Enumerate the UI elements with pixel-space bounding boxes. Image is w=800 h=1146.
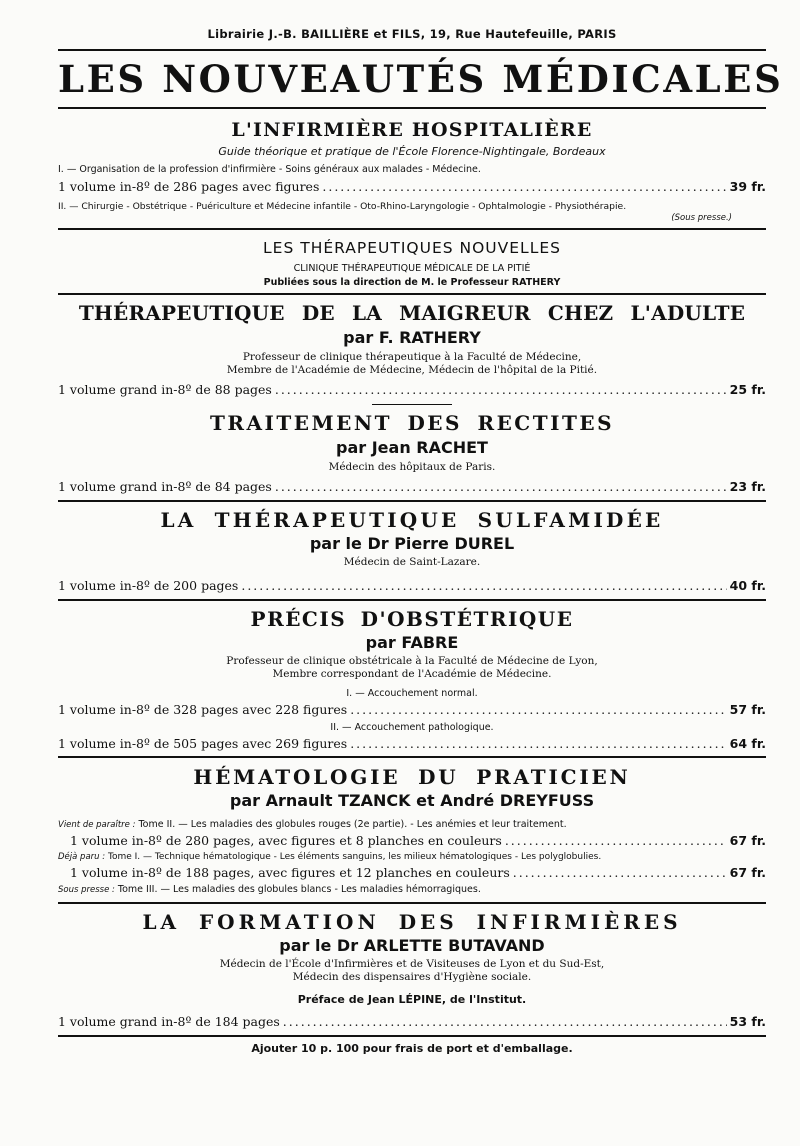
leader-dots xyxy=(350,702,726,717)
book-subtitle: Guide théorique et pratique de l'École Florence-Nightingale, Bordeaux xyxy=(218,145,606,158)
book-author: par F. RATHERY xyxy=(343,328,481,347)
publisher-line: Librairie J.-B. BAILLIÈRE et FILS, 19, Rue Hautefeuille, PARIS xyxy=(207,27,617,41)
author-credentials: Membre de l'Académie de Médecine, Médecin de l'hôpital de la Pitié. xyxy=(226,364,598,376)
leader-dots xyxy=(513,865,727,880)
series-line: CLINIQUE THÉRAPEUTIQUE MÉDICALE DE LA PITIÉ xyxy=(293,263,531,274)
press-note: (Sous presse.) xyxy=(671,213,732,223)
book-hematologie-praticien xyxy=(58,765,766,895)
leader-dots xyxy=(283,1014,727,1029)
book-precis-obstetrique xyxy=(58,607,766,751)
leader-dots xyxy=(275,479,727,494)
book-therapeutique-maigreur xyxy=(58,301,766,397)
volume-desc: 1 volume grand in-8º de 88 pages xyxy=(58,382,272,397)
tome-tag: Vient de paraître : xyxy=(58,820,136,830)
part-title: I. — Accouchement normal. xyxy=(346,688,478,699)
leader-dots xyxy=(275,382,727,397)
price: 40 fr. xyxy=(729,578,766,593)
book-therapeutique-sulfamidee xyxy=(58,508,766,593)
preface: Préface de Jean LÉPINE, de l'Institut. xyxy=(297,993,527,1006)
author-credentials: Membre correspondant de l'Académie de Médecine. xyxy=(272,668,552,680)
volume-desc: 1 volume in-8º de 200 pages xyxy=(58,578,239,593)
part-title: I. — Organisation de la profession d'infirmière - Soins généraux aux malades - Médecine. xyxy=(58,164,481,175)
short-divider xyxy=(372,404,452,405)
tome-line xyxy=(58,852,766,862)
footer-note: Ajouter 10 p. 100 pour frais de port et d'emballage. xyxy=(251,1042,573,1055)
part-title: II. — Accouchement pathologique. xyxy=(330,722,494,733)
book-author: par FABRE xyxy=(365,633,459,652)
leader-dots xyxy=(505,833,727,848)
author-credentials: Professeur de clinique thérapeutique à la Faculté de Médecine, xyxy=(242,351,582,363)
volume-desc: 1 volume grand in-8º de 84 pages xyxy=(58,479,272,494)
author-credentials: Professeur de clinique obstétricale à la Faculté de Médecine de Lyon, xyxy=(226,655,598,667)
book-title: THÉRAPEUTIQUE DE LA MAIGREUR CHEZ L'ADULTE xyxy=(78,301,746,325)
price-line xyxy=(58,179,766,194)
leader-dots xyxy=(350,736,726,751)
series-header xyxy=(58,239,766,288)
leader-dots xyxy=(322,179,726,194)
series-direction: Publiées sous la direction de M. le Professeur RATHERY xyxy=(263,277,561,288)
catalog-page xyxy=(58,0,784,1055)
volume-desc: 1 volume in-8º de 505 pages avec 269 figures xyxy=(58,736,348,751)
price-line xyxy=(58,702,766,717)
tome-text: Tome II. — Les maladies des globules rouges (2e partie). - Les anémies et leur traitement. xyxy=(138,819,567,830)
price: 39 fr. xyxy=(729,179,766,194)
book-title: LA THÉRAPEUTIQUE SULFAMIDÉE xyxy=(160,508,664,532)
book-author: par Jean RACHET xyxy=(336,438,488,457)
book-title: L'INFIRMIÈRE HOSPITALIÈRE xyxy=(231,119,593,141)
price: 25 fr. xyxy=(729,382,766,397)
price: 53 fr. xyxy=(729,1014,766,1029)
price-line xyxy=(58,833,766,848)
volume-desc: 1 volume in-8º de 328 pages avec 228 figures xyxy=(58,702,348,717)
series-title: LES THÉRAPEUTIQUES NOUVELLES xyxy=(263,239,561,257)
author-credentials: Médecin de Saint-Lazare. xyxy=(343,556,481,568)
divider xyxy=(58,500,766,502)
book-formation-infirmieres xyxy=(58,910,766,1029)
book-title: TRAITEMENT DES RECTITES xyxy=(209,411,615,435)
price: 23 fr. xyxy=(729,479,766,494)
divider xyxy=(58,756,766,758)
price: 67 fr. xyxy=(729,833,766,848)
book-author: par le Dr Pierre DUREL xyxy=(309,534,515,553)
divider xyxy=(58,107,766,109)
tome-text: Tome III. — Les maladies des globules blancs - Les maladies hémorragiques. xyxy=(117,884,481,895)
tome-tag: Déjà paru : xyxy=(58,852,106,862)
price-line xyxy=(58,865,766,880)
tome-tag: Sous presse : xyxy=(58,885,115,895)
book-title: LA FORMATION DES INFIRMIÈRES xyxy=(142,910,682,934)
part-title: II. — Chirurgie - Obstétrique - Puériculture et Médecine infantile - Oto-Rhino-Laryngologie - Ophtalmologie - Physiothérapie. xyxy=(58,201,627,212)
tome-text: Tome I. — Technique hématologique - Les éléments sanguins, les milieux hématologiques - Les polyglobulies. xyxy=(107,852,602,862)
divider xyxy=(58,293,766,295)
price: 67 fr. xyxy=(729,865,766,880)
volume-desc: 1 volume in-8º de 280 pages, avec figures et 8 planches en couleurs xyxy=(70,833,502,848)
divider xyxy=(58,902,766,904)
leader-dots xyxy=(241,578,726,593)
book-traitement-rectites xyxy=(58,411,766,494)
price-line xyxy=(58,578,766,593)
tome-line xyxy=(58,884,766,895)
author-credentials: Médecin de l'École d'Infirmières et de Visiteuses de Lyon et du Sud-Est, xyxy=(219,958,605,970)
tome-line xyxy=(58,819,766,830)
volume-desc: 1 volume in-8º de 286 pages avec figures xyxy=(58,179,320,194)
divider xyxy=(58,228,766,230)
book-author: par le Dr ARLETTE BUTAVAND xyxy=(279,936,545,955)
book-title: PRÉCIS D'OBSTÉTRIQUE xyxy=(250,607,574,631)
author-credentials: Médecin des dispensaires d'Hygiène sociale. xyxy=(292,971,532,983)
author-credentials: Médecin des hôpitaux de Paris. xyxy=(328,461,496,473)
divider xyxy=(58,599,766,601)
price-line xyxy=(58,479,766,494)
book-title: HÉMATOLOGIE DU PRATICIEN xyxy=(193,765,631,789)
price-line xyxy=(58,382,766,397)
price: 64 fr. xyxy=(729,736,766,751)
price-line xyxy=(58,1014,766,1029)
book-author: par Arnault TZANCK et André DREYFUSS xyxy=(229,791,595,810)
price-line xyxy=(58,736,766,751)
masthead: LES NOUVEAUTÉS MÉDICALES xyxy=(58,57,784,101)
divider xyxy=(58,49,766,51)
price: 57 fr. xyxy=(729,702,766,717)
volume-desc: 1 volume grand in-8º de 184 pages xyxy=(58,1014,280,1029)
book-infirmiere-hospitaliere xyxy=(58,119,766,223)
divider xyxy=(58,1035,766,1037)
volume-desc: 1 volume in-8º de 188 pages, avec figures et 12 planches en couleurs xyxy=(70,865,510,880)
